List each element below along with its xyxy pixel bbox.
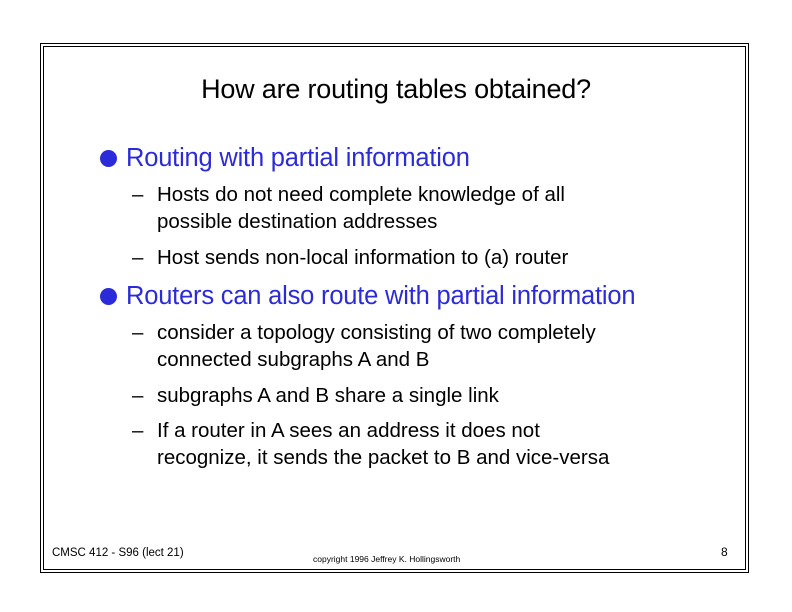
sub-item-2-1-line1: consider a topology consisting of two completely xyxy=(157,321,596,344)
sub-item-2-1-line2: connected subgraphs A and B xyxy=(157,348,430,371)
sub-item-1-1-line1: Hosts do not need complete knowledge of all xyxy=(157,183,565,206)
bullet-2 xyxy=(100,282,635,311)
sub-item-2-3 xyxy=(132,417,609,471)
sub-item-2-1 xyxy=(132,319,596,373)
bullet-dot-icon xyxy=(100,288,117,305)
footer-copyright: copyright 1996 Jeffrey K. Hollingsworth xyxy=(313,554,461,564)
sub-item-1-1 xyxy=(132,181,565,235)
dash-icon: – xyxy=(132,246,144,269)
bullet-dot-icon xyxy=(100,150,117,167)
dash-icon: – xyxy=(132,321,144,344)
sub-item-1-2-line1: Host sends non-local information to (a) router xyxy=(157,246,569,269)
bullet-2-text: Routers can also route with partial information xyxy=(126,282,636,310)
footer-page-number: 8 xyxy=(721,545,728,559)
bullet-1-text: Routing with partial information xyxy=(126,144,470,172)
dash-icon: – xyxy=(132,183,144,206)
sub-item-1-2 xyxy=(132,244,568,271)
sub-item-2-3-line1: If a router in A sees an address it does not xyxy=(157,419,540,442)
sub-item-2-2-line1: subgraphs A and B share a single link xyxy=(157,384,499,407)
slide-title: How are routing tables obtained? xyxy=(201,74,591,104)
bullet-1 xyxy=(100,144,470,173)
footer-course: CMSC 412 - S96 (lect 21) xyxy=(52,547,184,559)
dash-icon: – xyxy=(132,419,144,442)
sub-item-2-2 xyxy=(132,382,499,409)
dash-icon: – xyxy=(132,384,144,407)
sub-item-2-3-line2: recognize, it sends the packet to B and vice-versa xyxy=(157,446,610,469)
sub-item-1-1-line2: possible destination addresses xyxy=(157,210,438,233)
